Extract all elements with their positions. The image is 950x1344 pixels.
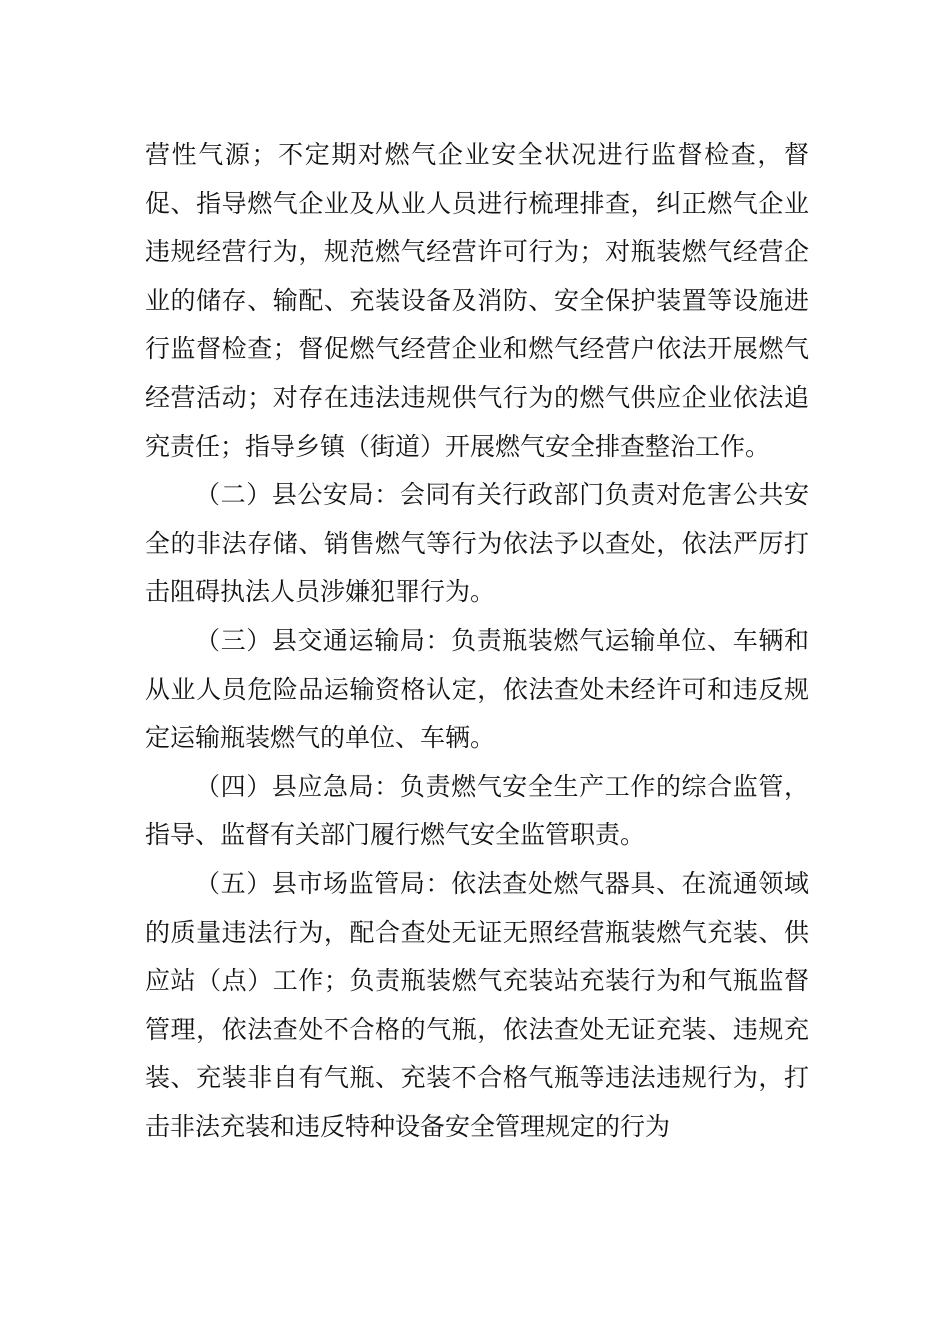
paragraph-market-supervision: （五）县市场监管局：依法查处燃气器具、在流通领域的质量违法行为，配合查处无证无照经营瓶装燃气充装、供应站（点）工作；负责瓶装燃气充装站充装行为和气瓶监督管理，依法查处不合格的气瓶，依法查处无证充装、违规充装、充装非自有气瓶、充装不合格气瓶等违法违规行为，打击非法充装和违反特种设备安全管理规定的行为	[145, 868, 809, 1141]
paragraph-emergency: （四）县应急局：负责燃气安全生产工作的综合监管，指导、监督有关部门履行燃气安全监管职责。	[145, 771, 809, 850]
document-body	[145, 131, 809, 1151]
paragraph-transport: （三）县交通运输局：负责瓶装燃气运输单位、车辆和从业人员危险品运输资格认定，依法查处未经许可和违反规定运输瓶装燃气的单位、车辆。	[145, 625, 809, 753]
paragraph-public-security: （二）县公安局：会同有关行政部门负责对危害公共安全的非法存储、销售燃气等行为依法予以查处，依法严厉打击阻碍执法人员涉嫌犯罪行为。	[145, 480, 809, 607]
paragraph-continuation: 营性气源；不定期对燃气企业安全状况进行监督检查，督促、指导燃气企业及从业人员进行梳理排查，纠正燃气企业违规经营行为，规范燃气经营许可行为；对瓶装燃气经营企业的储存、输配、充装设备及消防、安全保护装置等设施进行监督检查；督促燃气经营企业和燃气经营户依法开展燃气经营活动；对存在违法违规供气行为的燃气供应企业依法追究责任；指导乡镇（街道）开展燃气安全排查整治工作。	[145, 140, 809, 461]
